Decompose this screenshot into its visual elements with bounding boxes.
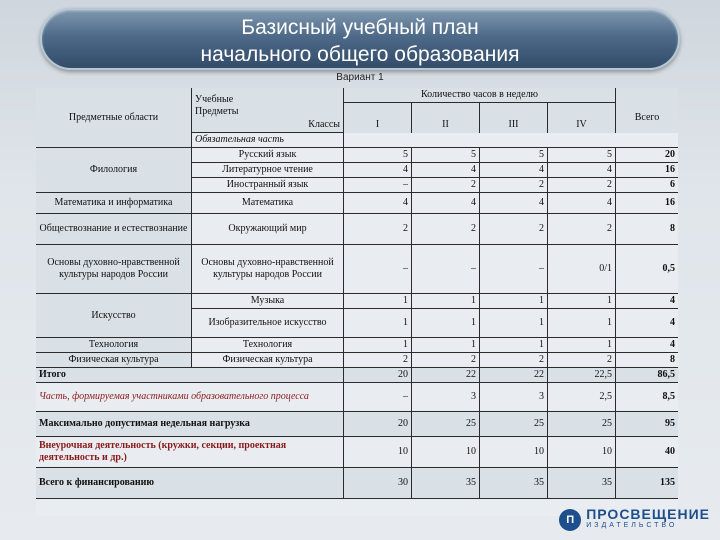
mandatory-part-filler: [344, 133, 678, 147]
total-value-cell: 16: [616, 163, 678, 177]
title-line-2: начального общего образования: [200, 43, 520, 66]
max-load-row-label: Максимально допустимая недельная нагрузка: [36, 412, 343, 436]
total-value-cell: 0,5: [616, 245, 678, 293]
header-total: Всего: [616, 88, 678, 147]
max-load-row-total: 95: [616, 412, 678, 436]
max-load-row-value: 20: [344, 412, 411, 436]
subject-cell: Изобразительное искусство: [192, 309, 343, 337]
grade-value-cell: –: [480, 245, 547, 293]
area-cell: Филология: [36, 148, 191, 192]
grade-value-cell: 2: [548, 178, 615, 192]
total-value-cell: 4: [616, 338, 678, 352]
total-value-cell: 16: [616, 193, 678, 213]
publisher-subtitle: ИЗДАТЕЛЬСТВО: [586, 522, 678, 529]
itogo-row-label: Итого: [36, 368, 343, 382]
header-subjects-line2: Предметы: [195, 106, 239, 117]
total-value-cell: 4: [616, 294, 678, 308]
grade-value-cell: 1: [548, 309, 615, 337]
formed-part-row-value: 3: [480, 383, 547, 411]
area-cell: Технология: [36, 338, 191, 352]
area-cell: Математика и информатика: [36, 193, 191, 213]
area-cell: Искусство: [36, 294, 191, 337]
financing-row-total: 135: [616, 468, 678, 498]
grade-value-cell: 1: [344, 338, 411, 352]
grade-value-cell: 1: [480, 294, 547, 308]
variant-label: Вариант 1: [336, 72, 384, 83]
header-grade-4: IV: [548, 103, 615, 147]
grade-value-cell: 2: [344, 353, 411, 367]
grade-value-cell: 1: [480, 309, 547, 337]
mandatory-part-label: Обязательная часть: [192, 133, 343, 147]
publisher-name: ПРОСВЕЩЕНИЕ: [586, 506, 710, 522]
grade-value-cell: –: [412, 245, 479, 293]
area-cell: Физическая культура: [36, 353, 191, 367]
max-load-row-value: 25: [480, 412, 547, 436]
financing-row-value: 30: [344, 468, 411, 498]
itogo-row-value: 22: [480, 368, 547, 382]
extracurricular-row-total: 40: [616, 437, 678, 467]
grade-value-cell: 5: [548, 148, 615, 162]
total-value-cell: 20: [616, 148, 678, 162]
itogo-row-value: 22,5: [548, 368, 615, 382]
max-load-row-value: 25: [412, 412, 479, 436]
grade-value-cell: 4: [412, 193, 479, 213]
financing-row-value: 35: [480, 468, 547, 498]
title-banner: [40, 8, 680, 70]
area-cell: Основы духовно-нравственной культуры народов России: [36, 245, 191, 293]
extracurricular-row-label: Внеурочная деятельность (кружки, секции, проектная деятельность и др.): [36, 437, 343, 467]
header-hours: Количество часов в неделю: [344, 88, 615, 102]
header-grade-3: III: [480, 103, 547, 147]
grade-value-cell: 2: [548, 353, 615, 367]
financing-row-value: 35: [548, 468, 615, 498]
grade-value-cell: –: [344, 178, 411, 192]
max-load-row-value: 25: [548, 412, 615, 436]
subject-cell: Русский язык: [192, 148, 343, 162]
grade-value-cell: 2: [344, 214, 411, 244]
total-value-cell: 8: [616, 353, 678, 367]
grade-value-cell: 4: [548, 193, 615, 213]
grade-value-cell: –: [344, 245, 411, 293]
grade-value-cell: 1: [412, 309, 479, 337]
grade-value-cell: 4: [344, 163, 411, 177]
grade-value-cell: 4: [480, 163, 547, 177]
publisher-logo: [559, 506, 710, 534]
grade-value-cell: 5: [344, 148, 411, 162]
grade-value-cell: 1: [344, 294, 411, 308]
grade-value-cell: 2: [548, 214, 615, 244]
financing-row-label: Всего к финансированию: [36, 468, 343, 498]
grade-value-cell: 4: [548, 163, 615, 177]
financing-row-value: 35: [412, 468, 479, 498]
grade-value-cell: 2: [480, 353, 547, 367]
subject-cell: Иностранный язык: [192, 178, 343, 192]
subject-cell: Основы духовно-нравственной культуры народов России: [192, 245, 343, 293]
header-classes: Классы: [192, 118, 343, 132]
formed-part-row-label: Часть, формируемая участниками образовательного процесса: [36, 383, 343, 411]
subject-cell: Литературное чтение: [192, 163, 343, 177]
subject-cell: Окружающий мир: [192, 214, 343, 244]
grade-value-cell: 0/1: [548, 245, 615, 293]
area-cell: Обществознание и естествознание: [36, 214, 191, 244]
formed-part-row-value: –: [344, 383, 411, 411]
grade-value-cell: 2: [412, 353, 479, 367]
subject-cell: Математика: [192, 193, 343, 213]
grade-value-cell: 2: [480, 214, 547, 244]
formed-part-row-total: 8,5: [616, 383, 678, 411]
grade-value-cell: 1: [548, 338, 615, 352]
grade-value-cell: 1: [480, 338, 547, 352]
formed-part-row-value: 3: [412, 383, 479, 411]
subject-cell: Технология: [192, 338, 343, 352]
grade-value-cell: 1: [412, 294, 479, 308]
grade-value-cell: 2: [480, 178, 547, 192]
grade-value-cell: 5: [480, 148, 547, 162]
grade-value-cell: 2: [412, 214, 479, 244]
grade-value-cell: 4: [480, 193, 547, 213]
header-subjects-line1: Учебные: [195, 94, 234, 105]
grade-value-cell: 4: [412, 163, 479, 177]
grade-value-cell: 1: [548, 294, 615, 308]
subject-cell: Физическая культура: [192, 353, 343, 367]
extracurricular-row-value: 10: [548, 437, 615, 467]
total-value-cell: 6: [616, 178, 678, 192]
itogo-row-total: 86,5: [616, 368, 678, 382]
header-subject-areas: Предметные области: [36, 88, 191, 147]
grade-value-cell: 5: [412, 148, 479, 162]
extracurricular-row-value: 10: [480, 437, 547, 467]
curriculum-table: [36, 88, 678, 516]
grade-value-cell: 2: [412, 178, 479, 192]
subject-cell: Музыка: [192, 294, 343, 308]
grade-value-cell: 1: [412, 338, 479, 352]
extracurricular-row-value: 10: [344, 437, 411, 467]
header-grade-1: I: [344, 103, 411, 147]
title-line-1: Базисный учебный план: [241, 16, 479, 39]
header-grade-2: II: [412, 103, 479, 147]
publisher-logo-icon: П: [559, 509, 581, 531]
extracurricular-row-value: 10: [412, 437, 479, 467]
grade-value-cell: 1: [344, 309, 411, 337]
itogo-row-value: 22: [412, 368, 479, 382]
total-value-cell: 8: [616, 214, 678, 244]
itogo-row-value: 20: [344, 368, 411, 382]
total-value-cell: 4: [616, 309, 678, 337]
grade-value-cell: 4: [344, 193, 411, 213]
formed-part-row-value: 2,5: [548, 383, 615, 411]
